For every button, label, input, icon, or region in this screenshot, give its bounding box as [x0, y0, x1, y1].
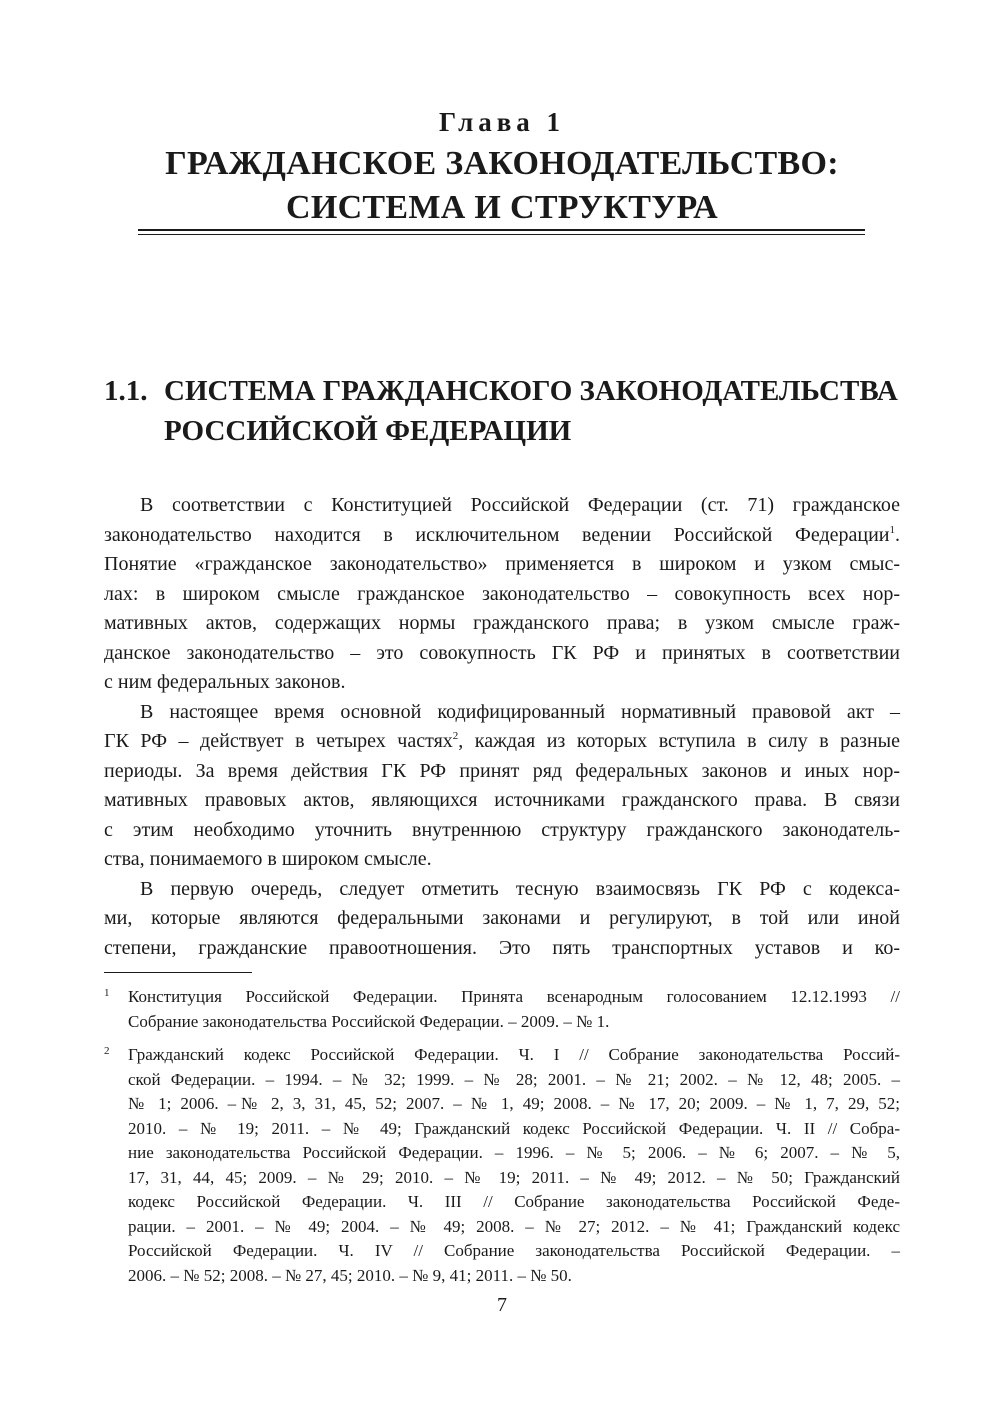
text-line: периоды. За время действия ГК РФ принят ряд федеральных законов и иных нор- — [104, 759, 900, 782]
body-text — [104, 491, 900, 963]
text-line: данское законодательство – это совокупность ГК РФ и принятых в соответствии — [104, 641, 900, 664]
footnote — [104, 985, 900, 1034]
chapter-title-line: ГРАЖДАНСКОЕ ЗАКОНОДАТЕЛЬСТВО: — [165, 145, 839, 182]
text-segment: , каждая из которых вступила в силу в разные — [458, 730, 900, 752]
footnote-line: 2006. – № 52; 2008. – № 27, 45; 2010. – № 9, 41; 2011. – № 50. — [128, 1265, 572, 1285]
footnote-line: ние законодательства Российской Федерации. – 1996. – № 5; 2006. – № 6; 2007. – № 5, — [128, 1143, 900, 1162]
chapter-rule-thin — [138, 234, 865, 235]
text-line: мативных актов, содержащих нормы гражданского права; в узком смысле граж- — [104, 612, 900, 634]
text-line: Понятие «гражданское законодательство» применяется в широком и узком смыс- — [104, 553, 900, 575]
footnote-line: рации. – 2001. – № 49; 2004. – № 49; 2008. – № 27; 2012. – № 41; Гражданский кодекс — [128, 1216, 900, 1236]
footnote-ref[interactable]: 1 — [889, 523, 895, 536]
footnote-line: Собрание законодательства Российской Федерации. – 2009. – № 1. — [128, 1011, 610, 1031]
paragraph — [104, 698, 900, 875]
footnote-line: Гражданский кодекс Российской Федерации. Ч. I // Собрание законодательства Россий- — [128, 1045, 900, 1064]
footnote-mark: 2 — [104, 1045, 110, 1057]
section-title-line: РОССИЙСКОЙ ФЕДЕРАЦИИ — [164, 415, 572, 447]
footnotes — [104, 985, 900, 1297]
text-line: с этим необходимо уточнить внутреннюю структуру гражданского законодатель- — [104, 818, 900, 841]
chapter-title-line: СИСТЕМА И СТРУКТУРА — [285, 189, 719, 226]
text-line: В первую очередь, следует отметить тесную взаимосвязь ГК РФ с кодекса- — [140, 877, 900, 900]
text-line: В соответствии с Конституцией Российской Федерации (ст. 71) гражданское — [140, 494, 900, 516]
text-line — [104, 727, 900, 757]
text-line: ства, понимаемого в широком смысле. — [104, 848, 432, 870]
text-line: В настоящее время основной кодифицированный нормативный правовой акт – — [140, 700, 900, 723]
text-segment: ГК РФ – действует в четырех частях — [104, 730, 453, 752]
section-number: 1.1. — [104, 375, 148, 407]
section-title-line: СИСТЕМА ГРАЖДАНСКОГО ЗАКОНОДАТЕЛЬСТВА — [164, 375, 898, 407]
text-line: с ним федеральных законов. — [104, 671, 346, 693]
footnote-line: № 1; 2006. –№ 2, 3, 31, 45, 52; 2007. – № 1, 49; 2008. – № 17, 20; 2009. – № 1, 7, 29, 52; — [128, 1094, 900, 1113]
page-number: 7 — [497, 1294, 507, 1316]
footnote-line: 17, 31, 44, 45; 2009. – № 29; 2010. – № 19; 2011. – № 49; 2012. – № 50; Гражданский — [128, 1167, 900, 1187]
section-title — [164, 371, 904, 451]
text-line: лах: в широком смысле гражданское законодательство – совокупность всех нор- — [104, 582, 900, 605]
chapter-rule-thick — [138, 229, 865, 231]
text-segment: законодательство находится в исключительном ведении Российской Федерации — [104, 523, 890, 546]
paragraph — [104, 491, 900, 698]
footnote-line: ской Федерации. – 1994. – № 32; 1999. – № 28; 2001. – № 21; 2002. – № 12, 48; 2005. – — [128, 1069, 900, 1089]
footnote-line: кодекс Российской Федерации. Ч. III // Собрание законодательства Российской Феде- — [128, 1192, 900, 1211]
text-line: мативных правовых актов, являющихся источниками гражданского права. В связи — [104, 789, 900, 811]
text-line — [104, 521, 900, 551]
footnote-line: Российской Федерации. Ч. IV // Собрание законодательства Российской Федерации. – — [128, 1241, 900, 1260]
footnote-ref[interactable]: 2 — [452, 730, 459, 742]
text-segment: . — [895, 523, 900, 546]
text-line: ми, которые являются федеральными законами и регулируют, в той или иной — [104, 907, 900, 929]
chapter-title — [140, 142, 864, 230]
footnote-line: Конституция Российской Федерации. Принята всенародным голосованием 12.12.1993 // — [128, 987, 900, 1006]
footnote-separator — [104, 972, 252, 973]
footnote-mark: 1 — [104, 987, 110, 999]
text-line: степени, гражданские правоотношения. Это пять транспортных уставов и ко- — [104, 936, 900, 959]
footnote — [104, 1043, 900, 1288]
footnote-line: 2010. – № 19; 2011. – № 49; Гражданский кодекс Российской Федерации. Ч. II // Собра- — [128, 1118, 900, 1138]
chapter-label: Глава 1 — [438, 107, 566, 137]
paragraph — [104, 875, 900, 964]
